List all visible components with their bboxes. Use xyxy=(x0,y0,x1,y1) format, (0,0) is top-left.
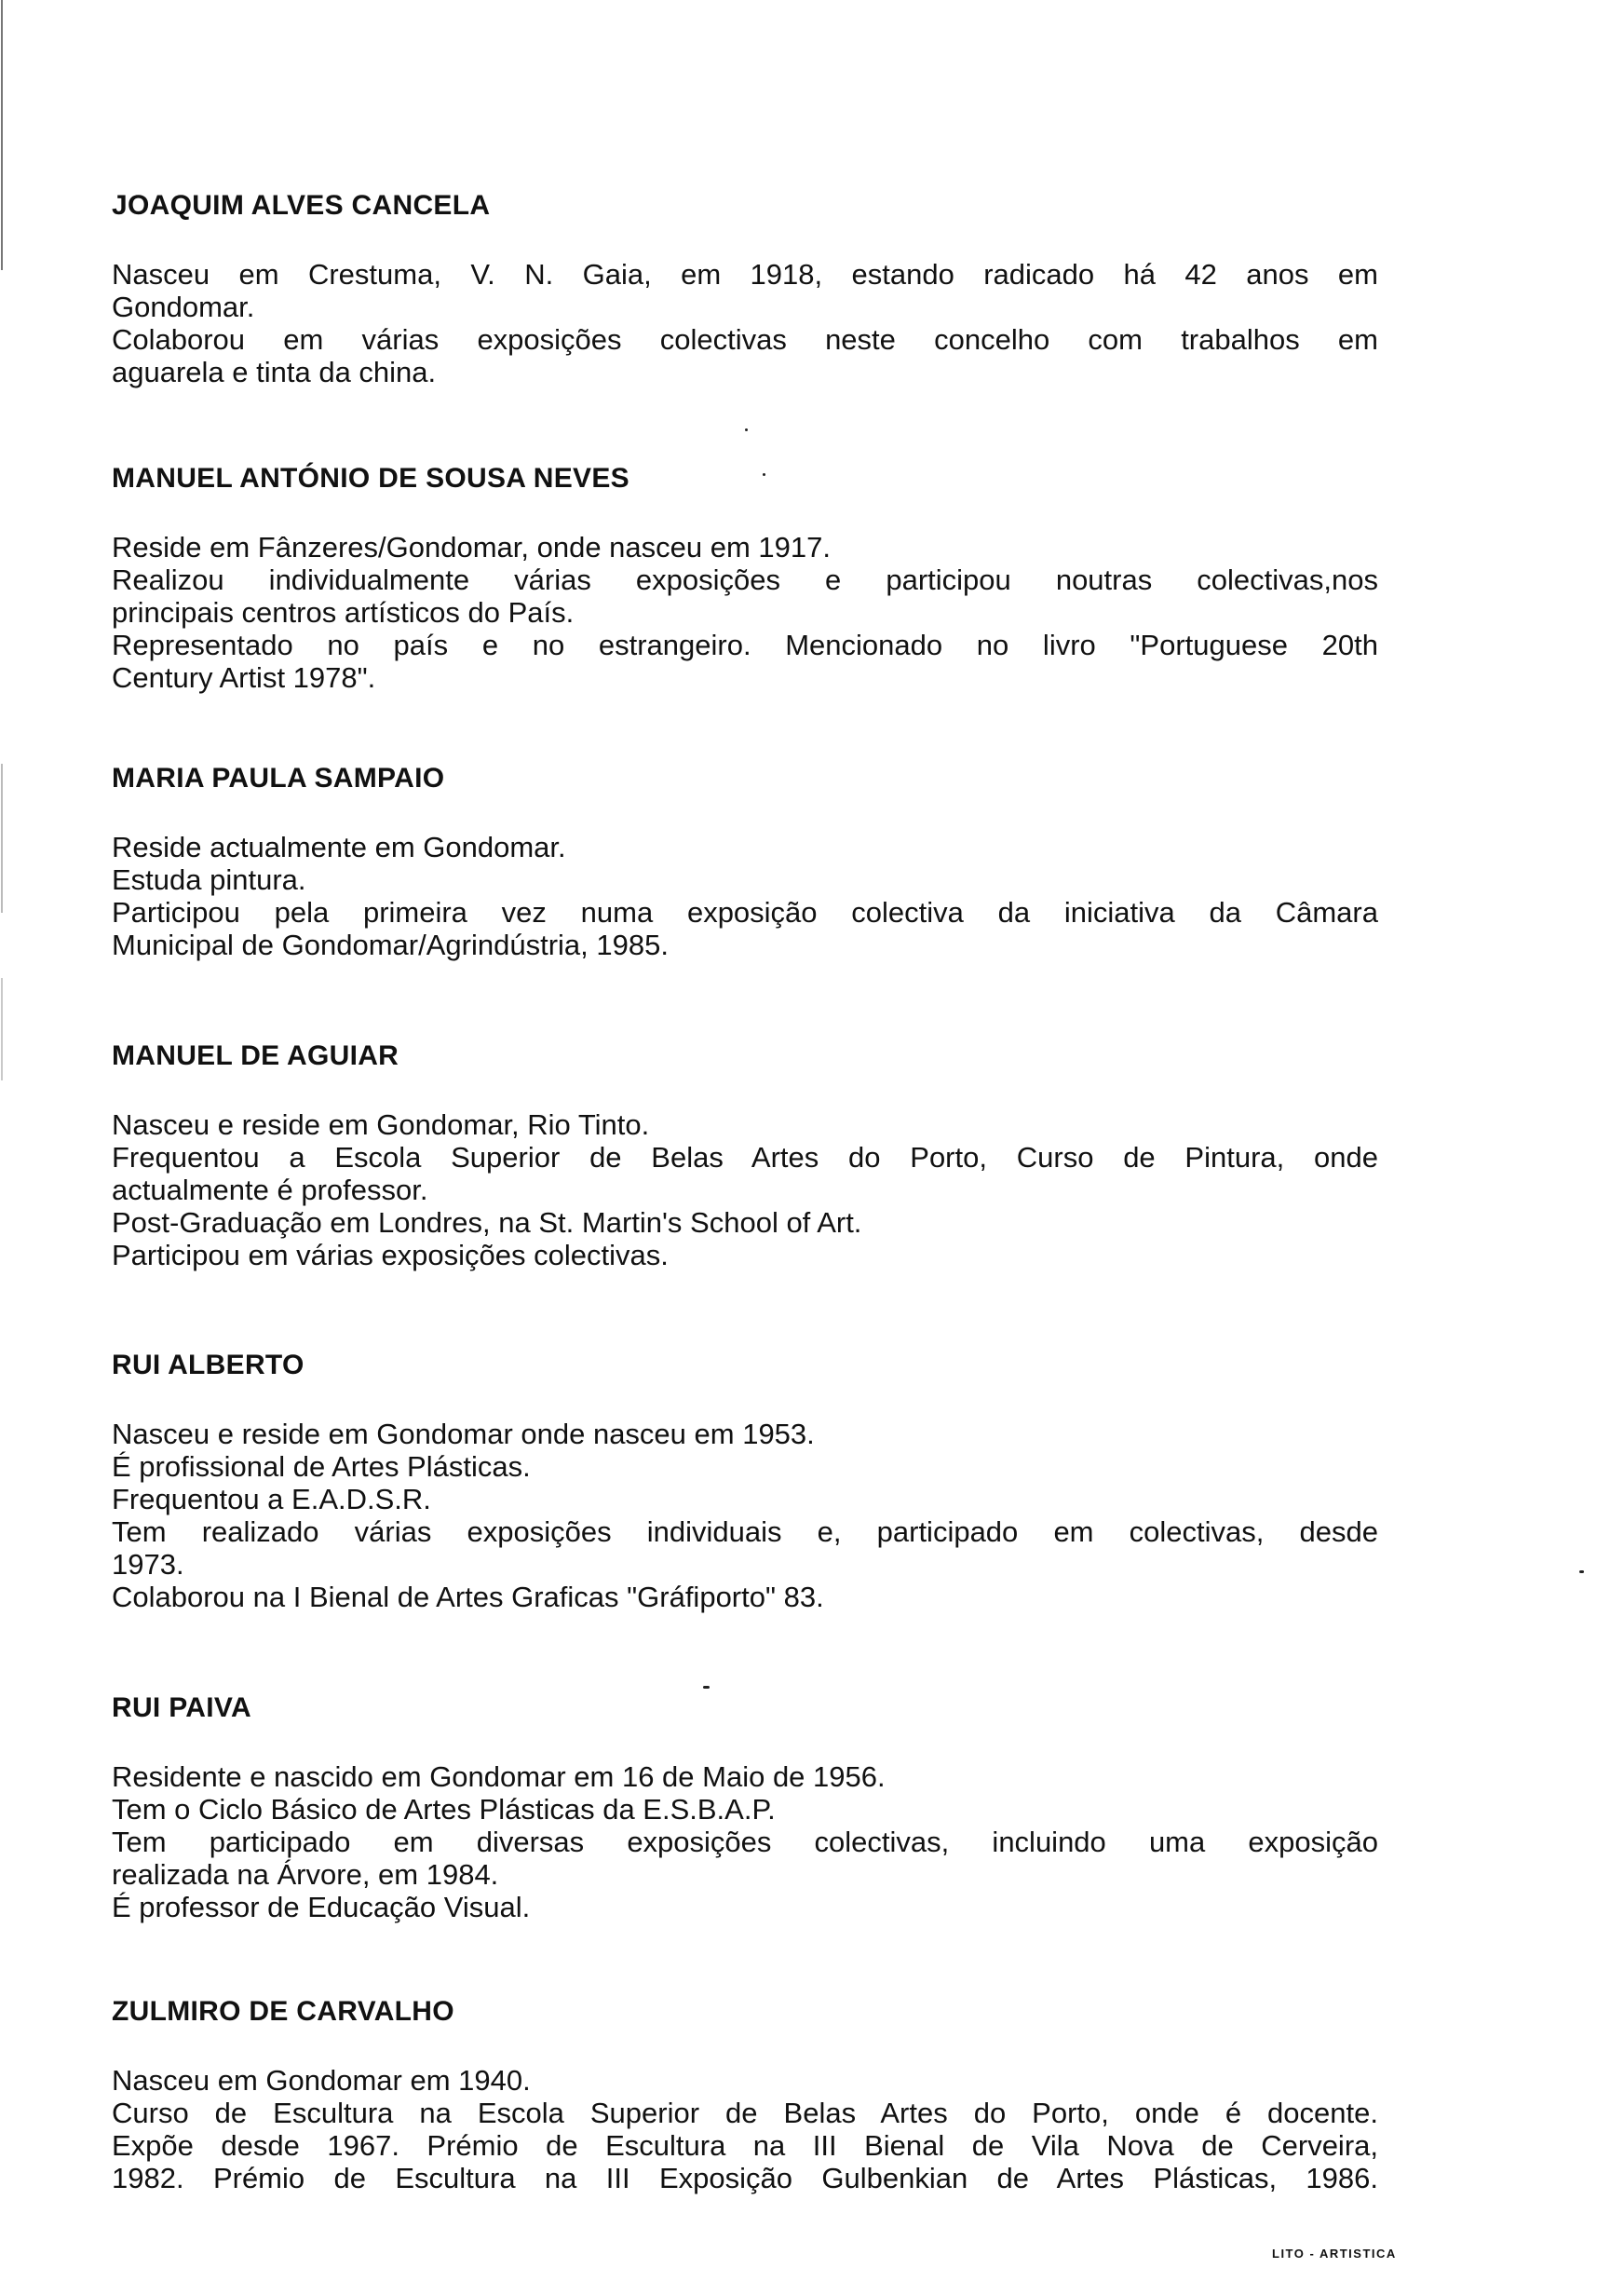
bio-line: Nasceu em Crestuma, V. N. Gaia, em 1918, estando radicado há 42 anos em xyxy=(112,258,1378,291)
bio-line: Frequentou a E.A.D.S.R. xyxy=(112,1483,431,1515)
printer-credit: LITO - ARTISTICA xyxy=(1272,2247,1397,2261)
bio-line: Tem participado em diversas exposições colectivas, incluindo uma exposição xyxy=(112,1826,1378,1858)
bio-line: Colaborou na I Bienal de Artes Graficas "Gráfiporto" 83. xyxy=(112,1581,824,1613)
scan-margin-mark xyxy=(1,0,3,270)
artist-entry xyxy=(112,189,1378,388)
artist-entry xyxy=(112,462,1378,694)
artist-entry xyxy=(112,1349,1378,1613)
bio-line: Residente e nascido em Gondomar em 16 de Maio de 1956. xyxy=(112,1760,886,1793)
scan-margin-mark xyxy=(1,764,3,913)
bio-line: Representado no país e no estrangeiro. Mencionado no livro "Portuguese 20th xyxy=(112,629,1378,661)
artist-name: ZULMIRO DE CARVALHO xyxy=(112,1996,454,2027)
bio-line: Reside em Fânzeres/Gondomar, onde nasceu em 1917. xyxy=(112,531,832,564)
bio-line: Post-Graduação em Londres, na St. Martin's School of Art. xyxy=(112,1206,862,1239)
artist-entry xyxy=(112,1691,1378,1923)
artist-entry xyxy=(112,762,1378,961)
bio-line: actualmente é professor. xyxy=(112,1174,428,1206)
artist-name: JOAQUIM ALVES CANCELA xyxy=(112,190,491,221)
artist-entry xyxy=(112,1995,1378,2194)
artist-name: MANUEL ANTÓNIO DE SOUSA NEVES xyxy=(112,463,629,494)
bio-line: Participou em várias exposições colectivas. xyxy=(112,1239,669,1271)
bio-line: Participou pela primeira vez numa exposição colectiva da iniciativa da Câmara xyxy=(112,896,1378,929)
bio-line: É professor de Educação Visual. xyxy=(112,1891,531,1923)
bio-line: Estuda pintura. xyxy=(112,863,306,896)
bio-line: 1982. Prémio de Escultura na III Exposição Gulbenkian de Artes Plásticas, 1986. xyxy=(112,2162,1378,2194)
artist-name: MARIA PAULA SAMPAIO xyxy=(112,763,445,794)
scan-speck xyxy=(745,428,748,431)
bio-line: Tem o Ciclo Básico de Artes Plásticas da E.S.B.A.P. xyxy=(112,1793,776,1826)
bio-line: Reside actualmente em Gondomar. xyxy=(112,831,566,863)
bio-line: Century Artist 1978". xyxy=(112,661,376,694)
bio-line: Realizou individualmente várias exposições e participou noutras colectivas,nos xyxy=(112,564,1378,596)
bio-line: aguarela e tinta da china. xyxy=(112,356,437,388)
bio-line: 1973. xyxy=(112,1548,184,1581)
bio-line: Municipal de Gondomar/Agrindústria, 1985. xyxy=(112,929,669,961)
bio-line: Curso de Escultura na Escola Superior de Belas Artes do Porto, onde é docente. xyxy=(112,2097,1378,2129)
scan-margin-mark xyxy=(1,978,3,1080)
bio-line: Frequentou a Escola Superior de Belas Artes do Porto, Curso de Pintura, onde xyxy=(112,1141,1378,1174)
bio-line: Nasceu e reside em Gondomar, Rio Tinto. xyxy=(112,1108,650,1141)
scan-speck xyxy=(1579,1570,1584,1573)
bio-line: É profissional de Artes Plásticas. xyxy=(112,1450,531,1483)
bio-line: Colaborou em várias exposições colectivas neste concelho com trabalhos em xyxy=(112,323,1378,356)
bio-line: realizada na Árvore, em 1984. xyxy=(112,1858,499,1891)
bio-line: Gondomar. xyxy=(112,291,255,323)
artist-name: RUI PAIVA xyxy=(112,1692,251,1723)
bio-line: Tem realizado várias exposições individuais e, participado em colectivas, desde xyxy=(112,1515,1378,1548)
artist-name: RUI ALBERTO xyxy=(112,1350,304,1380)
bio-line: Nasceu em Gondomar em 1940. xyxy=(112,2064,531,2097)
bio-line: principais centros artísticos do País. xyxy=(112,596,575,629)
bio-line: Expõe desde 1967. Prémio de Escultura na III Bienal de Vila Nova de Cerveira, xyxy=(112,2129,1378,2162)
scan-speck xyxy=(703,1686,710,1689)
artist-entry xyxy=(112,1039,1378,1271)
artist-name: MANUEL DE AGUIAR xyxy=(112,1040,399,1071)
bio-line: Nasceu e reside em Gondomar onde nasceu em 1953. xyxy=(112,1418,815,1450)
